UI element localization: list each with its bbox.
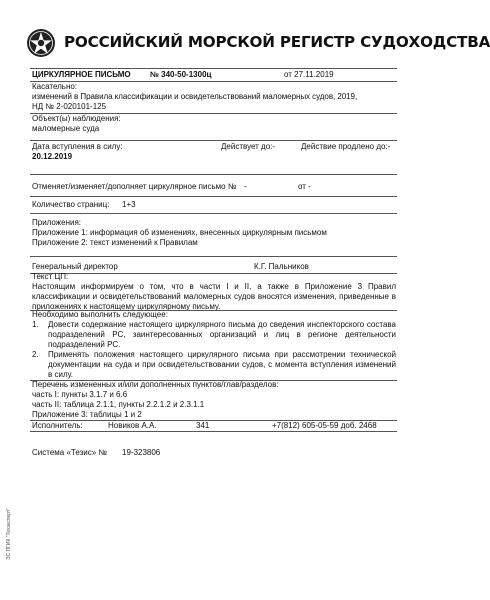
action-1-number: 1. (32, 320, 39, 329)
org-name: РОССИЙСКИЙ МОРСКОЙ РЕГИСТР СУДОХОДСТВА (64, 33, 490, 51)
changes-line-3: Приложение 3: таблицы 1 и 2 (32, 410, 142, 419)
changes-label: Перечень измененных и/или дополненных пунктов/глав/разделов: (32, 380, 279, 389)
signatory-name: К.Г. Пальников (254, 262, 309, 271)
side-watermark: ЭС ПГИК "Техэксперт" (6, 507, 12, 560)
changes-line-1: часть I: пункты 3.1.7 и 6.6 (32, 390, 128, 399)
cancels-from: от - (298, 182, 311, 191)
divider (30, 213, 397, 214)
regarding-line2: НД № 2-020101-125 (32, 102, 107, 111)
system-label: Система «Тезис» № (32, 448, 107, 457)
appendix-2: Приложение 2: текст изменений к Правилам (32, 238, 198, 247)
pages-value: 1+3 (122, 200, 136, 209)
rs-logo-icon (26, 28, 56, 58)
executor-phone: +7(812) 605-05-59 доб. 2468 (272, 421, 377, 430)
extended-until: Действие продлено до:- (301, 142, 391, 151)
divider (30, 196, 397, 197)
executor-ext: 341 (196, 421, 210, 430)
system-number: 19-323806 (122, 448, 161, 457)
action-2-number: 2. (32, 350, 39, 359)
divider (30, 256, 397, 257)
appendices-label: Приложения: (32, 218, 82, 227)
divider (30, 431, 397, 432)
divider (30, 68, 397, 69)
text-label: Текст ЦП: (32, 272, 69, 281)
cancels-number: - (244, 182, 247, 191)
cancels-label: Отменяет/изменяет/дополняет циркулярное письмо № (32, 182, 237, 191)
executor-label: Исполнитель: (32, 421, 83, 430)
text-body: Настоящим информируем о том, что в части I и II, а также в Приложение 3 Правил классификации и освидетельствований маломерных судов вносятся изменения, приведенные в приложениях к настоящему циркулярному письму. (32, 282, 396, 311)
effective-label: Дата вступления в силу: (32, 142, 123, 151)
divider (30, 81, 397, 82)
appendix-1: Приложение 1: информация об изменениях, внесенных циркулярным письмом (32, 228, 327, 237)
divider (30, 174, 397, 175)
objects-value: маломерные суда (32, 124, 100, 133)
changes-line-2: часть II: таблица 2.1.1, пункты 2.2.1.2 и 2.3.1.1 (32, 400, 205, 409)
signatory-position: Генеральный директор (32, 262, 118, 271)
divider (30, 140, 397, 141)
divider (30, 273, 397, 274)
actions-label: Необходимо выполнить следующее: (32, 310, 168, 319)
pages-label: Количество страниц: (32, 200, 110, 209)
effective-date: 20.12.2019 (32, 152, 73, 161)
header (26, 28, 490, 62)
letter-title: ЦИРКУЛЯРНОЕ ПИСЬМО (32, 70, 131, 79)
valid-until: Действует до:- (221, 142, 276, 151)
objects-label: Объект(ы) наблюдения: (32, 114, 121, 123)
letter-date: от 27.11.2019 (284, 70, 334, 79)
regarding-line1: изменений в Правила классификации и освидетельствований маломерных судов, 2019, (32, 92, 358, 101)
action-2: Применять положения настоящего циркулярного письма при рассмотрении технической документации на суда и при освидетельствовании судов, с момента вступления изменений в силу. (48, 350, 396, 379)
regarding-label: Касательно: (32, 82, 78, 91)
letter-number: № 340-50-1300ц (150, 70, 212, 79)
action-1: Довести содержание настоящего циркулярного письма до сведения инспекторского состава подразделений РС, заинтересованных организаций и лиц в регионе деятельности подразделений РС. (48, 320, 396, 349)
executor-name: Новиков А.А. (108, 421, 157, 430)
